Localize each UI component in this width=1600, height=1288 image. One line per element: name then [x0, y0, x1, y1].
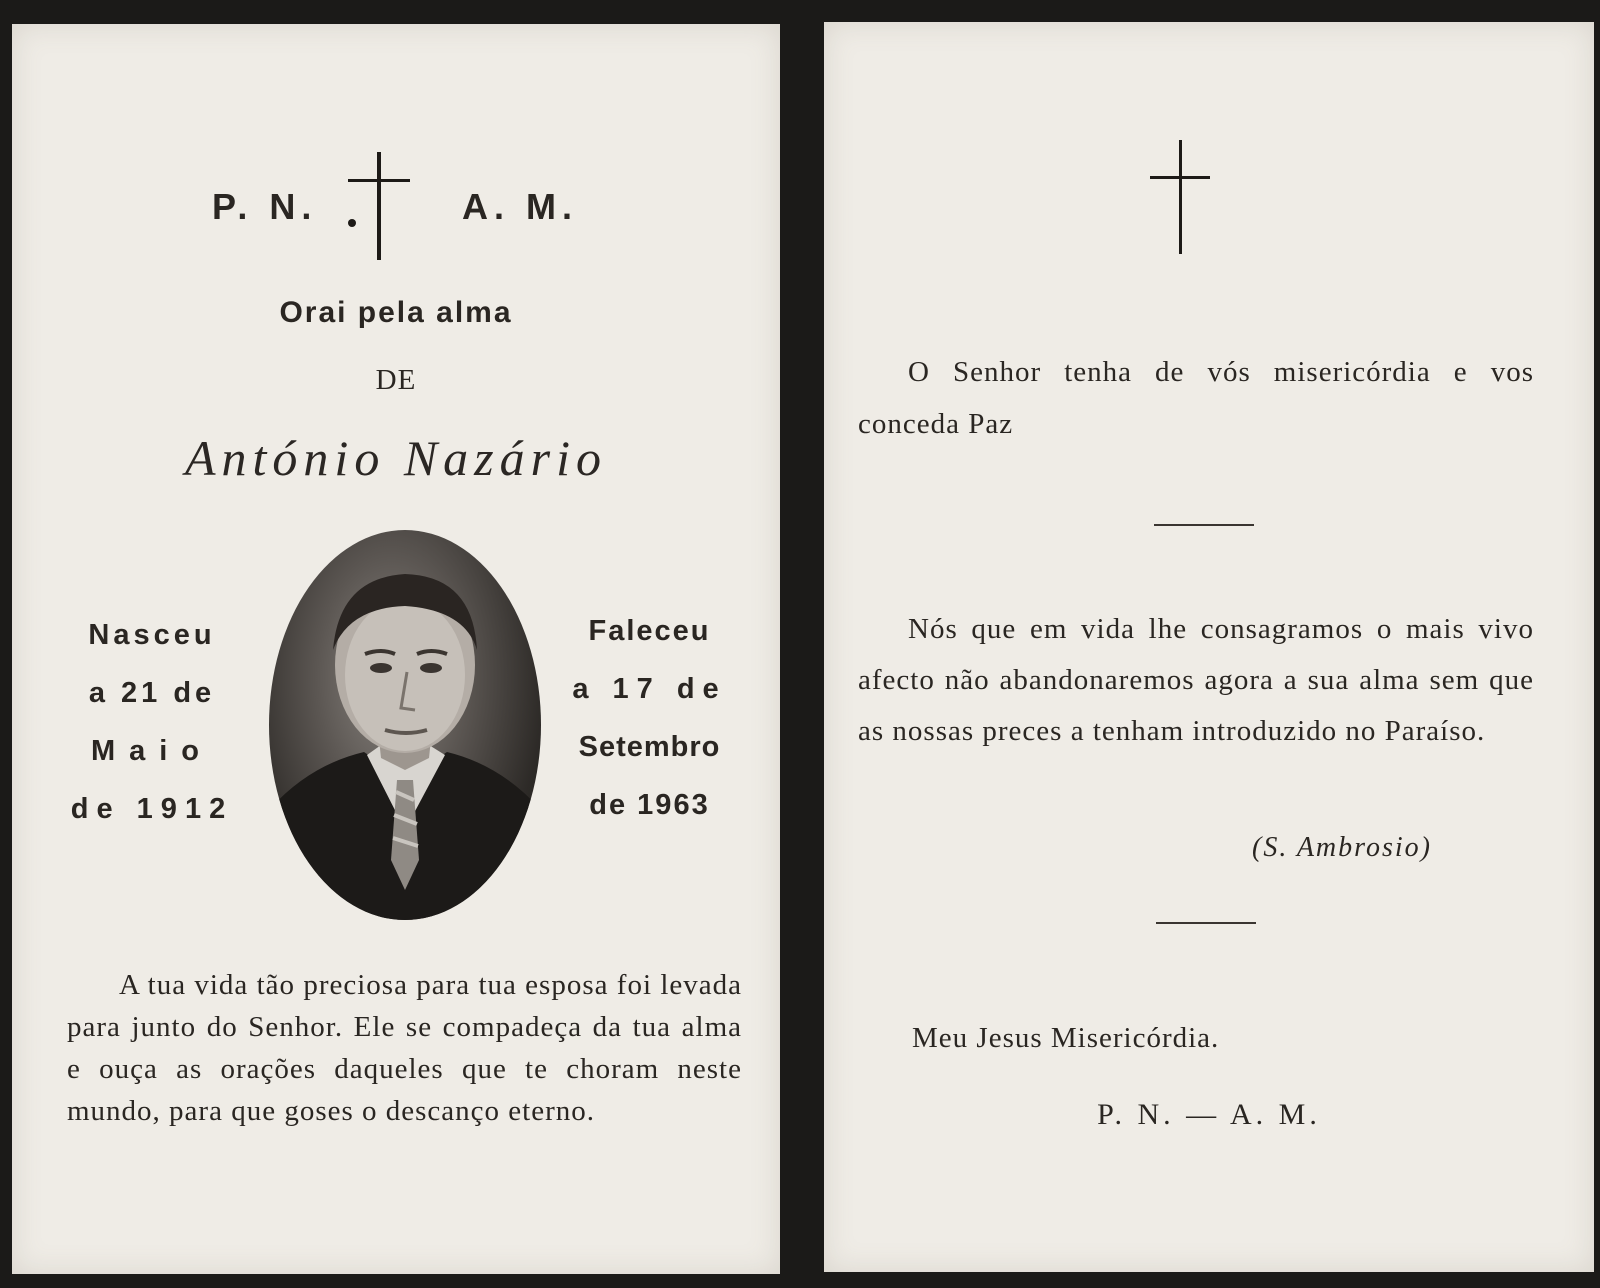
pray-line: Orai pela alma	[279, 296, 513, 329]
header-am: A. M.	[462, 186, 578, 227]
death-line: de 1963	[589, 789, 710, 821]
quote-source: (S. Ambrosio)	[1252, 832, 1432, 863]
de-label: DE	[375, 364, 417, 396]
death-line: Faleceu	[588, 615, 711, 647]
birth-line: Nasceu	[88, 619, 216, 651]
footer-pn-am: P. N. — A. M.	[1097, 1098, 1321, 1131]
memorial-paragraph: A tua vida tão preciosa para tua esposa foi levada para junto do Senhor. Ele se compadeça da tua alma e ouça as orações daqueles que te choram neste mundo, para que goses o descanço eterno.	[67, 969, 742, 1127]
birth-date-block	[62, 606, 242, 838]
card-right-panel	[824, 22, 1594, 1272]
memorial-text	[67, 964, 742, 1132]
prayer-paragraph: O Senhor tenha de vós misericórdia e vos conceda Paz	[858, 356, 1534, 440]
dot-mark	[348, 219, 356, 227]
header-pn: P. N.	[212, 186, 318, 227]
divider	[1154, 524, 1254, 526]
closing-invocation: Meu Jesus Misericórdia.	[912, 1022, 1220, 1054]
deceased-name: António Nazário	[185, 430, 607, 486]
card-left-panel	[12, 24, 780, 1274]
death-line: Setembro	[578, 731, 721, 763]
portrait-photo	[269, 530, 541, 920]
birth-line: Maio	[90, 735, 214, 767]
death-line: a 17 de	[572, 673, 727, 705]
birth-line: a 21 de	[88, 677, 216, 709]
death-date-block	[567, 602, 732, 834]
birth-line: de 1912	[70, 793, 234, 825]
divider	[1156, 922, 1256, 924]
quote-paragraph: Nós que em vida lhe consagramos o mais vivo afecto não abandonaremos agora a sua alma sem que as nossas preces a tenham introduzido no Paraíso.	[858, 613, 1534, 747]
